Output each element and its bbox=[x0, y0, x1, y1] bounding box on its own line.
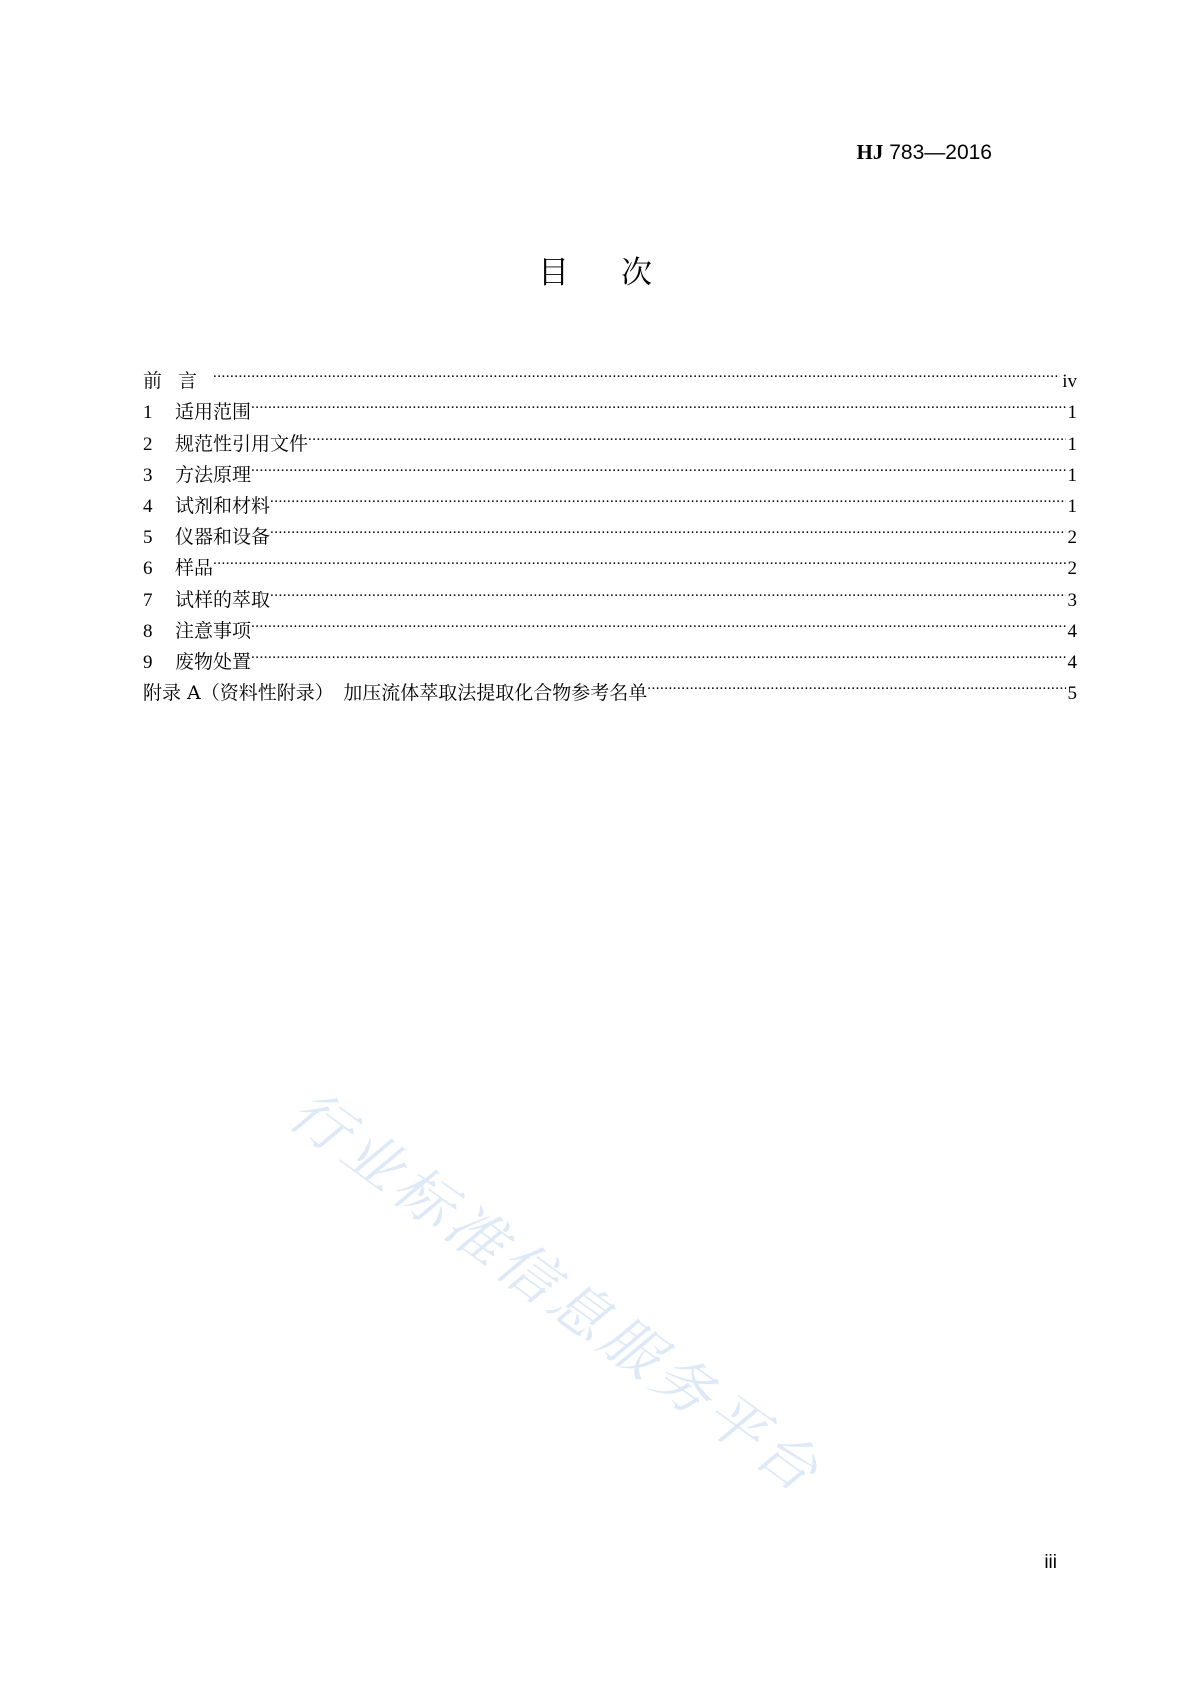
toc-item-appendix-a[interactable] bbox=[143, 668, 1077, 705]
document-code bbox=[857, 142, 992, 163]
toc-item-page: 1 bbox=[1067, 464, 1077, 486]
toc-item-page: 1 bbox=[1067, 495, 1077, 517]
toc-item-3[interactable] bbox=[143, 450, 1077, 486]
toc-item-label: 注意事项 bbox=[175, 619, 252, 642]
toc-leader-dots bbox=[270, 574, 1065, 605]
toc-leader-dots bbox=[308, 418, 1065, 449]
toc-item-preface[interactable] bbox=[143, 356, 1077, 393]
toc-item-number: 9 bbox=[143, 651, 153, 673]
toc-item-page: 4 bbox=[1067, 651, 1077, 673]
toc-item-page: 2 bbox=[1067, 527, 1077, 549]
toc-item-number: 7 bbox=[143, 589, 153, 611]
toc-item-label: 试剂和材料 bbox=[175, 494, 271, 517]
table-of-contents bbox=[143, 356, 1077, 705]
toc-item-page: 5 bbox=[1067, 683, 1077, 705]
toc-item-page: 3 bbox=[1067, 589, 1077, 611]
toc-item-number: 2 bbox=[143, 433, 153, 455]
toc-item-6[interactable] bbox=[143, 543, 1077, 580]
toc-item-number: 3 bbox=[143, 464, 153, 486]
page-title: 目次 bbox=[538, 255, 704, 291]
toc-item-number: 8 bbox=[143, 620, 153, 642]
toc-leader-dots bbox=[251, 606, 1065, 637]
toc-item-2[interactable] bbox=[143, 418, 1077, 455]
toc-item-label: 前言 bbox=[143, 370, 214, 393]
toc-item-number: 5 bbox=[143, 527, 153, 549]
toc-leader-dots bbox=[251, 637, 1065, 668]
toc-item-page: 2 bbox=[1067, 558, 1077, 580]
toc-item-label: 附录 A（资料性附录） 加压流体萃取法提取化合物参考名单 bbox=[143, 682, 648, 705]
toc-leader-dots bbox=[270, 512, 1065, 543]
document-code-prefix: HJ bbox=[856, 140, 884, 164]
toc-item-number: 6 bbox=[143, 558, 153, 580]
toc-item-4[interactable] bbox=[143, 481, 1077, 517]
toc-item-page: 4 bbox=[1067, 620, 1077, 642]
toc-item-label: 方法原理 bbox=[175, 463, 252, 486]
watermark: 行业标准信息服务平台 bbox=[277, 1076, 835, 1508]
toc-leader-dots bbox=[251, 387, 1065, 418]
toc-item-page: iv bbox=[1062, 371, 1077, 393]
toc-leader-dots bbox=[213, 356, 1060, 387]
toc-leader-dots bbox=[647, 668, 1065, 699]
page-number: iii bbox=[1044, 1552, 1057, 1573]
toc-item-label: 试样的萃取 bbox=[175, 588, 271, 611]
toc-item-8[interactable] bbox=[143, 606, 1077, 642]
toc-item-page: 1 bbox=[1067, 402, 1077, 424]
toc-item-label: 样品 bbox=[175, 557, 214, 580]
toc-item-label: 废物处置 bbox=[175, 650, 252, 673]
toc-item-1[interactable] bbox=[143, 387, 1077, 424]
toc-leader-dots bbox=[270, 481, 1065, 512]
toc-item-label: 适用范围 bbox=[175, 401, 252, 424]
toc-item-number: 4 bbox=[143, 495, 153, 517]
document-code-number: 783—2016 bbox=[889, 141, 992, 164]
toc-item-label: 规范性引用文件 bbox=[175, 432, 309, 455]
toc-leader-dots bbox=[251, 450, 1065, 481]
toc-leader-dots bbox=[213, 543, 1065, 574]
toc-item-5[interactable] bbox=[143, 512, 1077, 549]
toc-item-label: 仪器和设备 bbox=[175, 526, 271, 549]
toc-item-7[interactable] bbox=[143, 574, 1077, 611]
toc-item-page: 1 bbox=[1067, 433, 1077, 455]
toc-item-number: 1 bbox=[143, 402, 153, 424]
toc-item-9[interactable] bbox=[143, 637, 1077, 673]
